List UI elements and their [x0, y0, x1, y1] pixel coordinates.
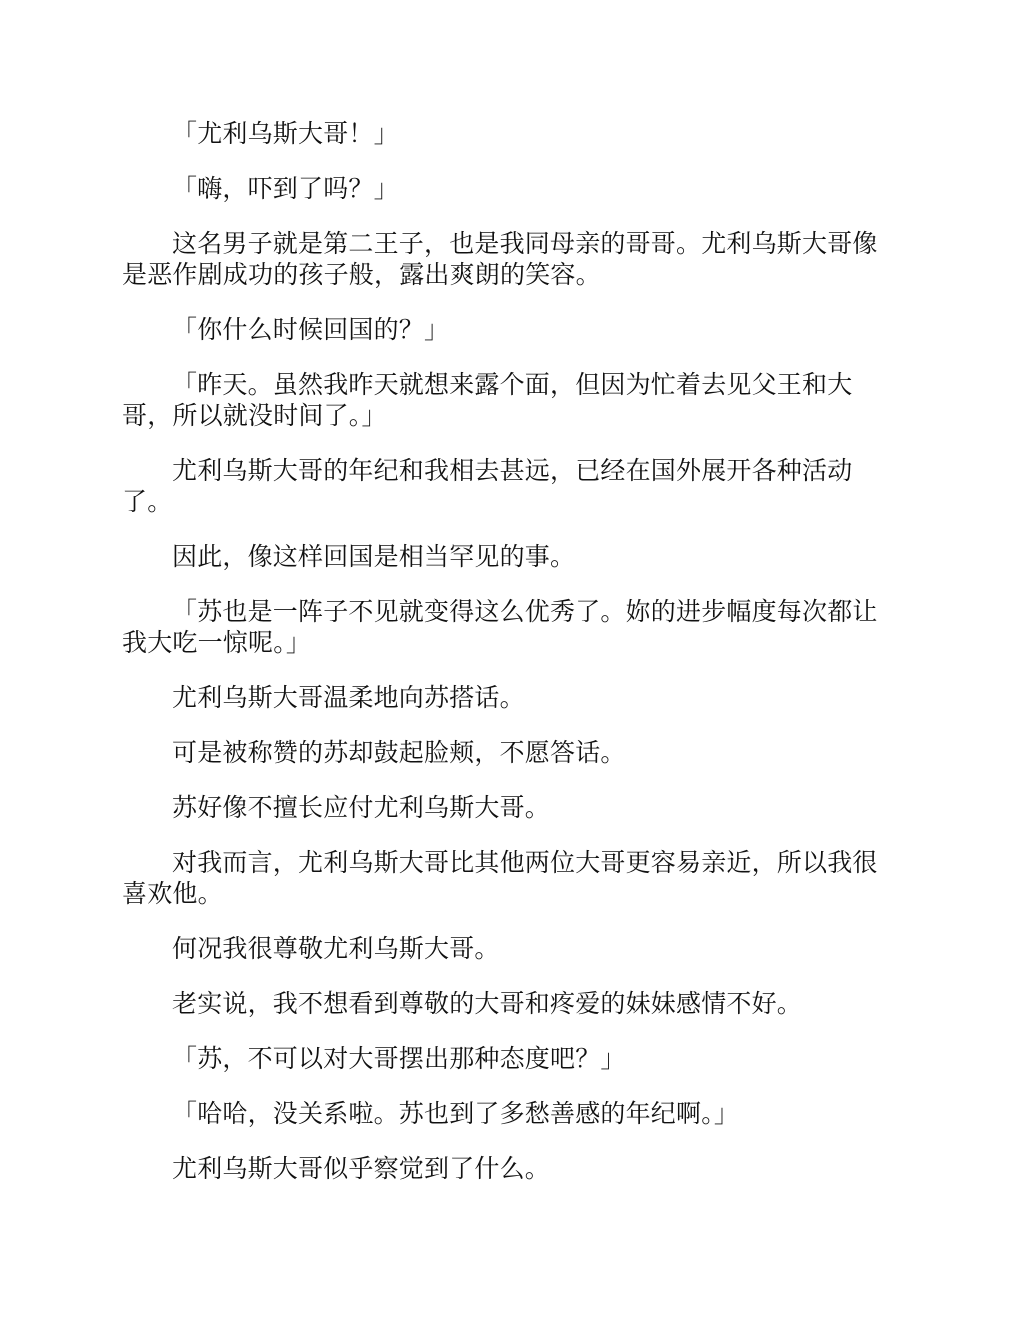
- paragraph: 尤利乌斯大哥温柔地向苏搭话。: [172, 683, 525, 712]
- paragraph: 尤利乌斯大哥的年纪和我相去甚远，已经在国外展开各种活动了。: [122, 456, 853, 516]
- paragraph: 「昨天。虽然我昨天就想来露个面，但因为忙着去见父王和大哥，所以就没时间了。」: [122, 370, 853, 430]
- paragraph: 尤利乌斯大哥似乎察觉到了什么。: [172, 1154, 551, 1183]
- paragraph: 老实说，我不想看到尊敬的大哥和疼爱的妹妹感情不好。: [172, 989, 803, 1018]
- paragraph: 对我而言，尤利乌斯大哥比其他两位大哥更容易亲近，所以我很喜欢他。: [122, 848, 878, 908]
- paragraph: 「苏也是一阵子不见就变得这么优秀了。妳的进步幅度每次都让我大吃一惊呢。」: [122, 597, 878, 657]
- paragraph: 「哈哈，没关系啦。苏也到了多愁善感的年纪啊。」: [172, 1099, 740, 1128]
- paragraph: 苏好像不擅长应付尤利乌斯大哥。: [172, 793, 551, 822]
- paragraph: 「尤利乌斯大哥！」: [172, 119, 399, 148]
- paragraph: 这名男子就是第二王子，也是我同母亲的哥哥。尤利乌斯大哥像是恶作剧成功的孩子般，露出爽朗的笑容。: [122, 229, 878, 289]
- paragraph: 因此，像这样回国是相当罕见的事。: [172, 542, 576, 571]
- paragraph: 「苏，不可以对大哥摆出那种态度吧？」: [172, 1044, 626, 1073]
- text-body: [122, 118, 898, 1208]
- paragraph: 可是被称赞的苏却鼓起脸颊，不愿答话。: [172, 738, 626, 767]
- paragraph: 「你什么时候回国的？」: [172, 315, 450, 344]
- paragraph: 「嗨，吓到了吗？」: [172, 174, 399, 203]
- paragraph: 何况我很尊敬尤利乌斯大哥。: [172, 934, 500, 963]
